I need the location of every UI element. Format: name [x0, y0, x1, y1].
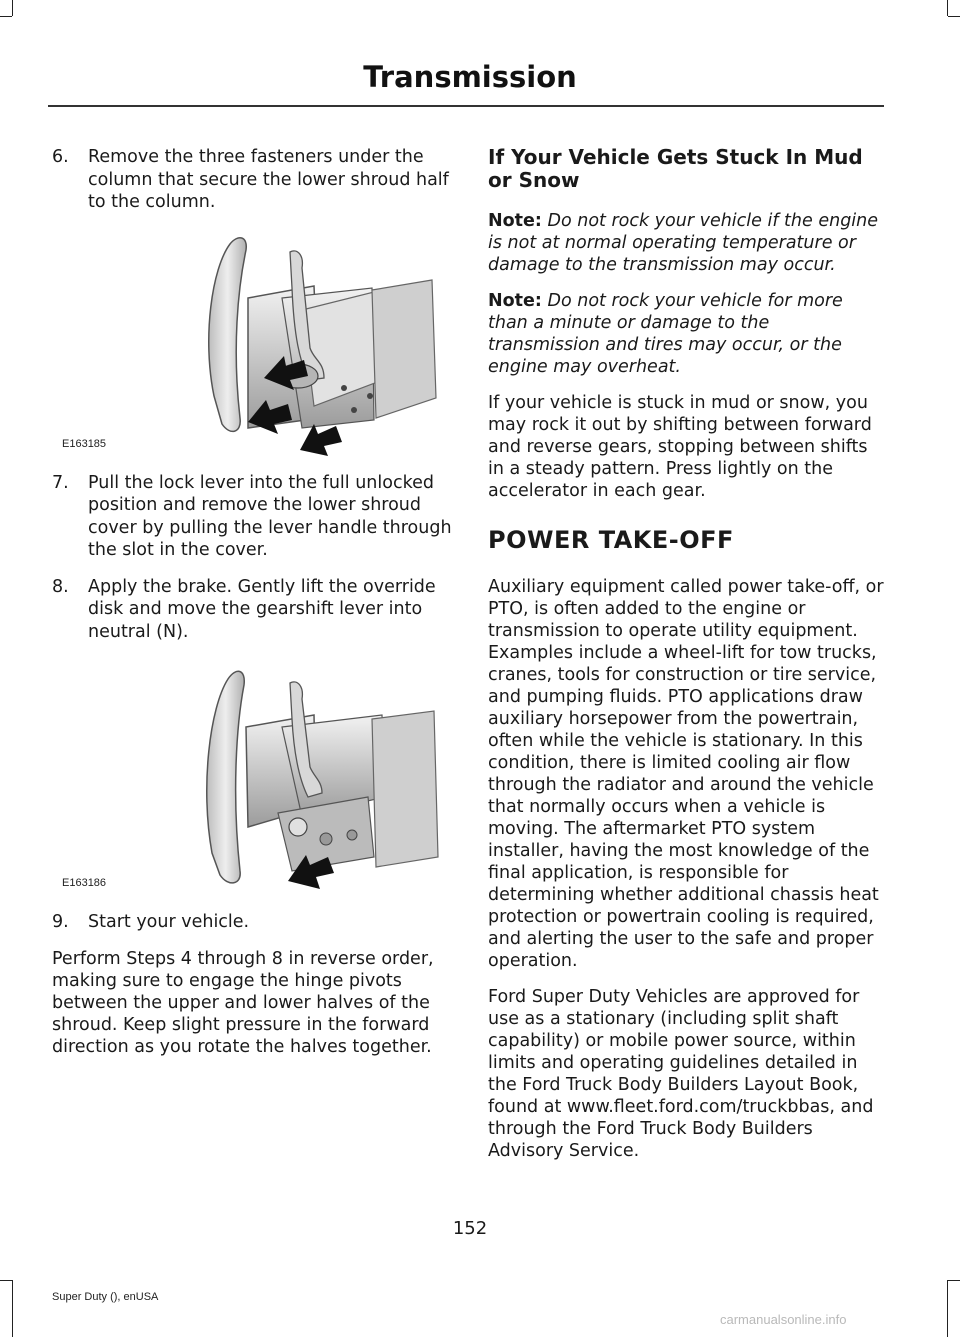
pto-paragraph-1: Auxiliary equipment called power take-off, or PTO, is often added to the engine or transmission to operate utility equipment. Examples include a wheel-lift for tow trucks, cranes, tools for construction or tire service, and pumping fluids. PTO applications draw auxiliary horsepower from the powertrain, often while the vehicle is stationary. In this condition, there is limited cooling air flow through the radiator and around the vehicle that normally occurs when a vehicle is moving. The aftermarket PTO system installer, having the most knowledge of the final application, is responsible for determining whether additional chassis heat protection or powertrain cooling is required, and alerting the user to the safe and proper operation.: [488, 577, 884, 971]
step-number: 7.: [52, 472, 69, 493]
stuck-heading: If Your Vehicle Gets Stuck In Mud or Snow: [488, 145, 863, 192]
figure-gearshift-neutral: [52, 657, 462, 895]
crop-mark: [12, 1280, 13, 1337]
right-column: [488, 146, 884, 1176]
note-label: Note:: [488, 291, 542, 311]
note-text: Do not rock your vehicle for more than a minute or damage to the transmission and tires may occur, or the engine may overheat.: [488, 291, 843, 377]
step-text: Pull the lock lever into the full unlocked position and remove the lower shroud cover by pulling the lever handle through the slot in the cover.: [88, 472, 452, 560]
crop-mark: [947, 0, 948, 16]
step-7: [52, 472, 462, 562]
arrow-indicator-3: [300, 424, 342, 456]
step-8: [52, 576, 462, 644]
step-number: 6.: [52, 147, 69, 167]
pto-paragraph-2: Ford Super Duty Vehicles are approved for use as a stationary (including split shaft capability) or mobile power source, within limits and operating guidelines detailed in the Ford Truck Body Builders Layout Book, found at www.fleet.ford.com/truckbbas, and through the Ford Truck Body Builders Advisory Service.: [488, 987, 874, 1161]
crop-mark: [947, 1280, 948, 1337]
stuck-paragraph: If your vehicle is stuck in mud or snow, you may rock it out by shifting between forward and reverse gears, stopping between shifts in a steady pattern. Press lightly on the accelerator in each gear.: [488, 393, 872, 501]
figure-code: E163186: [62, 877, 107, 889]
pto-heading: POWER TAKE-OFF: [488, 526, 734, 554]
crop-mark: [0, 16, 12, 17]
watermark: carmanualsonline.info: [720, 1312, 847, 1327]
figure-lower-shroud-fasteners: [52, 228, 462, 456]
crop-mark: [12, 0, 13, 16]
step-number: 8.: [52, 576, 69, 597]
step-text: Apply the brake. Gently lift the override disk and move the gearshift lever into neutral (N).: [88, 576, 436, 642]
reverse-order-paragraph: Perform Steps 4 through 8 in reverse order, making sure to engage the hinge pivots between the upper and lower halves of the shroud. Keep slight pressure in the forward direction as you rotate the halves together.: [52, 948, 434, 1057]
page-number: 152: [452, 1218, 488, 1239]
left-column: [52, 146, 462, 1072]
note-text: Do not rock your vehicle if the engine is not at normal operating temperature or damage to the transmission may occur.: [488, 211, 879, 275]
step-number: 9.: [52, 912, 69, 932]
note-label: Note:: [488, 211, 542, 231]
note-2: [488, 290, 884, 378]
figure-code: E163185: [62, 437, 107, 450]
note-1: [488, 210, 884, 276]
header-divider: [48, 105, 884, 107]
step-text: Remove the three fasteners under the column that secure the lower shroud half to the column.: [88, 147, 449, 212]
step-6: [52, 146, 462, 214]
crop-mark: [948, 16, 960, 17]
step-text: Start your vehicle.: [88, 912, 250, 932]
steering-column-illustration: [52, 228, 462, 456]
crop-mark: [948, 1280, 960, 1281]
crop-mark: [0, 1280, 12, 1281]
page-header-title: Transmission: [363, 60, 577, 94]
publication-footer: Super Duty (), enUSA: [52, 1291, 159, 1303]
step-9: [52, 911, 462, 934]
steering-column-override-illustration: [52, 657, 462, 895]
